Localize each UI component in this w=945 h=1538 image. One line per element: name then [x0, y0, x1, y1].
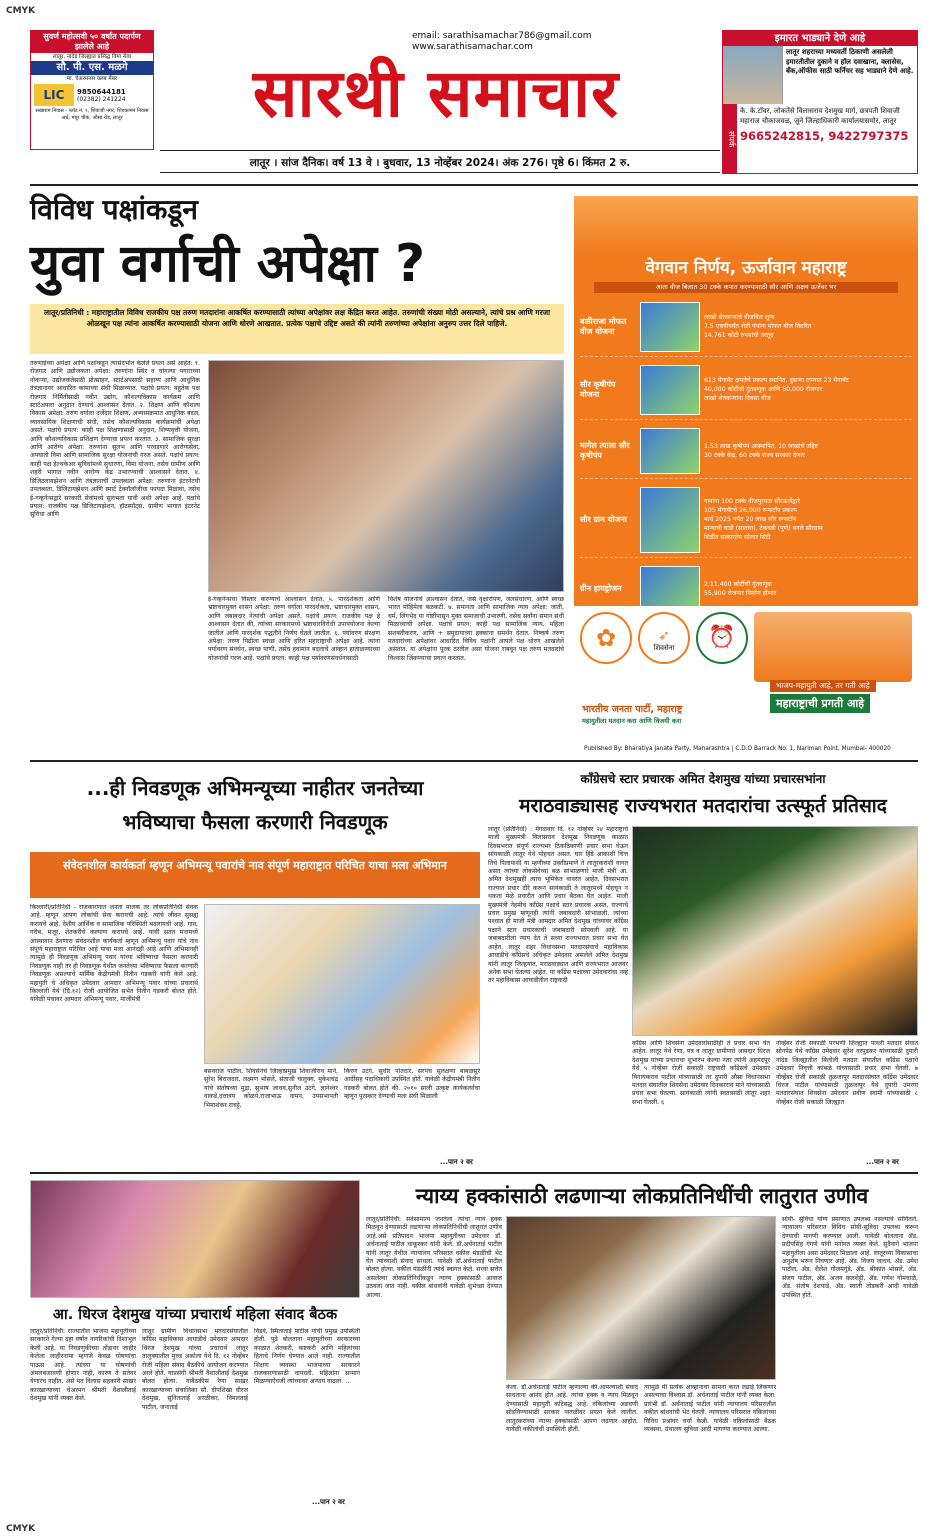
bjp-scheme-point: मान्याची वाडी (सातारा), टेकवडी (पुणे) बनले सौरग्राम [704, 525, 823, 532]
story2-photo-rally [204, 904, 480, 1064]
bjp-ad-title: वेगवान निर्णय, ऊर्जावान महाराष्ट्र [645, 258, 847, 278]
bjp-slogan-2: महाराष्ट्राची प्रगती आहे [770, 694, 870, 713]
lic-ad-headline: सुवर्ण महोत्सवी ५० वर्षात पदार्पण झालेले आहे [31, 31, 153, 53]
bjp-slogan-1: भाजप-महायुती आहे, तर गती आहे [770, 680, 876, 692]
bjp-scheme-row [580, 297, 912, 357]
lic-ad-office: (02382) 241224 [77, 95, 126, 103]
property-ad-headline: इमारत भाड्याने देणे आहे [723, 31, 917, 46]
bjp-scheme-point: 40,000 कोटींची गुंतवणूक आणि 50,000 रोजगार [704, 386, 823, 393]
property-ad-side-label: संपर्क [723, 104, 737, 174]
story3-headline: मराठवाड्यासह राज्यभरात मतदारांचा उत्स्फूर्त प्रतिसाद [519, 795, 887, 817]
section-divider-2 [30, 1172, 918, 1174]
story3-column-3: नोव्हेंबर रोजी सकाळी परभणी जिल्ह्यात पाथरी मतदार संघात सोनपेठ येथे कॉंग्रेस उमेदवार सुरेश वरपुडकर यांच्यासाठी दुपारी नांदेड जिल्ह्यातील बिलोली मतदार संघातील कॉंग्रेस पक्षाचे उमेदवार निवृत्ती कांबळे यांच्यासाठी प्रचार सभा घेतली. ७ नोव्हेंबर रोजी सकाळी तुळजापूर मतदारसंघात कॉंग्रेस उमेदवार धिरज पाटील यांच्यासाठी तुळजापूर येथे दुपारी उमरगा मतदारसंघात शिवसेना उमेदवार प्रवीण स्वामी यांच्यासाठी ८ नोव्हेंबर रोजी सकाळी जिल्ह्यात [776, 1040, 918, 1106]
property-advertisement [722, 30, 918, 174]
registration-mark-top: CMYK [6, 6, 36, 16]
story3-kicker: काँग्रेसचे स्टार प्रचारक अमित देशमुख यांच्या प्रचारसभांना [580, 772, 826, 786]
bjp-scheme-point: 105 मेगावॅटचे 26,000 रूफटॉप प्रकल्प [704, 507, 797, 514]
website: www.sarathisamachar.com [412, 42, 533, 52]
bjp-scheme-image [640, 428, 700, 474]
bjp-scheme-point: 14,761 कोटी रुपयांची तरतूद [704, 332, 774, 339]
story5-column-1: लातूर/प्रतिनिधी: सर्वसामान्य जनतेला त्यांचा न्याय हक्क मिळवून देण्यासाठी लढणाऱ्या लोकप्रतिनिधींची लातूरात उणीव आहे.असे प्रतिपादन भाजपा महायुतीच्या उमेदवार डॉ. अर्चनाताई पाटील चाकूरकर यांनी केले. डॉ.अर्चनाताई पाटील यांनी लातूर येथील न्यायालय परिसरात वकील मंडळींची भेट घेत त्यांच्याशी संवाद साधला. यावेळी डॉ.अर्चनाताई पाटील बोलत होत्या. वकील मंडळींनी त्यांचे स्वागत केले. सध्या सत्तेत असलेल्या लोकप्रतिनिधींकडून न्याय्य हक्कांसाठी आवाज उठवला जात नाही. वकील बांधवांनी यावेळी शुभेच्छा देण्यात आल्या. [366, 1216, 502, 1299]
bjp-scheme-point: मार्च 2025 पर्यंत 20 लाख सौर रूफटॉप [704, 516, 797, 523]
bjp-scheme-points [704, 580, 912, 598]
bjp-scheme-image [640, 302, 700, 352]
bjp-scheme-row [580, 423, 912, 479]
bjp-scheme-point: 30 टक्के केंद्र, 60 टक्के राज्य सरकार देणार [704, 451, 805, 459]
masthead-divider [30, 184, 918, 186]
lic-ad-phone: 9850644181 [77, 87, 126, 96]
story2-column-2: बसवराज पाटील, शिवसेनेचे जिल्हाप्रमुख शिवाजीराव माने, सुरेश बिराजदार, लक्ष्मण भोसले, संताजी चालुक्य, मुकेशचंद्र यांचे संतोषच्या मुद्रा, सुभाष जाधव,सुनील उटगे, ज्ञानेश्वर वाकडे,दत्तात्रय कोळपे,राजाभाऊ वामन, उपसभापती भिमाशंकर राचट्टे, [204, 1068, 338, 1109]
story4-photo-women [30, 1180, 360, 1298]
story5-column-4: सोयी- सुविधा योग्य प्रमाणात उपलब्ध नसल्याचे सांगितले. न्यायालय परिसरात विविध सोयी-सुविधा उपलब्ध करून देण्याची मागणी करण्यात आली. यावेळी बोलताना ॲड. प्रदीपसिंह गंगणे यांनी मनोगत व्यक्त केले. सुदैवाने भाजपा महायुतीला असा उमेदवार मिळाला आहे. लातूरच्या विकासाचा अनुशेष भरून निघणार आहे. ॲड. विजय जाधव, ॲड. उमेश पाटील, ॲड. शैलेश गोजमगुंडे, ॲड. श्रीकांत भोसले, ॲड. संजय पाटील, ॲड. अजय कलशेट्टी, ॲड. गणेश गोमचाळे, ॲड. संतोष देशपांडे, ॲड. स्वाती तोडकरी आदी यावेळी उपस्थित होते. [782, 1216, 918, 1299]
lead-column-1: तरुणाईच्या अपेक्षा आणि पक्षांकडून त्यासंदर्भात केलेले प्रयत्न असे आहेत: १. रोजगार आणि उद्योजकता अपेक्षा: तरुणांना स्थिर व चांगल्या पगाराच्या नोकऱ्या, उद्योजकतेसाठी प्रोत्साहन, स्टार्टअपसाठी सहाय्य आणि आधुनिक तंत्रज्ञानावर आधारित कामाच्या संधी मिळाव्यात. पक्षांचे प्रयत्न: बहुतेक पक्ष रोजगार निर्मितीसाठी नवीन उद्योग, कौशल्यविकास कार्यक्रम आणि स्टार्टअपला अनुदान देण्याचे आश्वासन देतात. २. शिक्षण आणि कौशल्य विकास अपेक्षा: तरुण वर्गाला दर्जेदार शिक्षण, अभ्यासक्रमात आधुनिक बदल, व्यावसायिक शिक्षणाची संधी, तसेच कौशल्यविकास कार्यक्रमांची अपेक्षा असते. पक्षांचे प्रयत्न: काही पक्ष शिक्षणासाठी अनुदान, शिष्यवृत्ती योजना, आणि कौशल्यविकास प्रशिक्षण देण्याचा प्रयत्न करतात. ३. सामाजिक सुरक्षा आणि आरोग्य अपेक्षा: तरुणांना सुलभ आणि परवडणारे आरोग्यसेवा, अपघाती विमा आणि सामाजिक सुरक्षा योजनांची गरज असते. पक्षांचे प्रयत्न: काही पक्ष हेल्थकेअर सुविधांमध्ये सुधारणा, विमा योजना, तसेच ग्रामीण आणि शहरी भागात नवीन आरोग्य केंद्र उभारण्याची आश्वासने देतात. ४. डिजिटलायझेशन आणि तंत्रज्ञानाची उपलब्धता अपेक्षा: तरुणांना इंटरनेटची उपलब्धता, डिजिटायझेशन आणि स्मार्ट टेक्नॉलॉजीचा फायदा मिळावा, तसेच ई-गव्हर्नन्सद्वारे सरकारी सेवांमध्ये सुलभता यावी अशी अपेक्षा आहे. पक्षांचे प्रयत्न: राजकीय पक्ष डिजिटायझेशन, हॉटस्पॉट्स, ग्रामीण भागात इंटरनेट सुविधा आणि [30, 360, 200, 519]
property-ad-address: के. के.टॉवर, लोकतेंसे विलासराव देशमुख मार्ग, छत्रपती शिवाजी महाराज चौकाजवळ, जुने जिल्हाधिकारी कार्यालयासमोर, लातूर [740, 107, 900, 125]
lead-kicker: विविध पक्षांकडून [30, 193, 198, 226]
bjp-scheme-image [640, 487, 700, 553]
bjp-scheme-image [640, 566, 700, 612]
bjp-scheme-label: सौर ग्राम योजना [580, 514, 627, 524]
building-photo [723, 46, 783, 104]
bjp-party-name: भारतीय जनता पार्टी, महाराष्ट्र [582, 704, 683, 715]
lead-photo-students [208, 360, 564, 592]
bjp-scheme-point: 613 मेगावॅट क्षमतेचे प्रकल्प स्थापित, दुसऱ्या टप्प्यात 23 मेगावॅट [704, 377, 849, 384]
lic-ad-role: मा. चेअरमनस क्लब मेंबर [66, 76, 118, 82]
bjp-scheme-image [640, 365, 700, 415]
bjp-scheme-point: लाखो शेतकऱ्यांना दिवसा वीज [704, 395, 771, 402]
bjp-scheme-label: सौर कृषीपंप योजना [580, 379, 616, 399]
dateline: लातूर । सांज दैनिक। वर्ष 13 वे । बुधवार, 13 नोव्हेंबर 2024। अंक 276। पृष्ठे 6। किंमत 2 रु. [249, 157, 631, 169]
masthead-title: सारथी समाचार [252, 55, 620, 132]
bjp-scheme-point: 55,900 रोजगार निर्माण होणार [704, 589, 777, 597]
lead-intro: लातूर/प्रतिनिधी : महाराष्ट्रातील विविध राजकीय पक्ष तरुण मतदारांना आकर्षित करण्यासाठी त्यांच्या अपेक्षांवर लक्ष केंद्रित करत आहेत. तरुणांची संख्या मोठी असल्याने, त्यांचे प्रश्न आणि गरजा ओळखून पक्ष त्यांना आकर्षित करण्यासाठी योजना आणि धोरणे आखतात. प्रत्येक पक्षाचे उद्दिष्ट असते की त्यांनी तरुणांच्या अपेक्षांना अनुरुप उत्तर दिले पाहिजे. [30, 304, 564, 354]
bjp-scheme-points [704, 442, 912, 460]
bjp-scheme-point: गावांना 100 टक्के वीजपुरवठा सौरऊर्जेद्वारे [704, 498, 800, 505]
story3-column-1: लातूर (प्रतिनिधी) : मंगळवार दि. १२ नोव्हेंबर २४ महाराष्ट्राचे माजी मुख्यमंत्री विलासराव देशमुख निवडणूक काळात दिवसभरात संपूर्ण राज्यभर ठिकठिकाणी प्रचार सभा घेऊन सांयकाळी लातूर येथे पोहचत असत. घार हिंडे आकाशी चित्त तिचे पिलापाशी या म्हणीच्या उक्तीप्रमाणे ते लातूरकरांशी वागत असत त्यांच्या लोकसेवेच्या बळ सांभाळणारे माजी मंत्री आ. अमित देशमुखही त्याच भूमिकेत वावरत आहेत. दिवसभरात राज्यात प्रचार दौरे करून सायंकाळी ते लातूरमध्ये पोहचून न थकता मेळे प्रचारीत आणि प्रचार बैठका घेत आहेत. माजी मुख्यमंत्री नेहमीच कॉंग्रेस पक्षाचे स्टार प्रचारक असत, राज्याचे प्रचार प्रमुख म्हणूनही त्यांनी जबाबदारी सांभाळली. त्यांच्या पश्चात ही माजी मंत्री आमदार अमित देशमुख यांच्यावर कॉंग्रेस पक्षाने स्टार प्रचारकाची जबाबदारी सोपवली आहे. या जबाबदारीला न्याय देत ते सध्या राज्यभरात प्रचार सभा घेत आहेत. लातूर शहर विधानसभा मतदारसंघाचे महाविकास आघाडीचे कॉंग्रेसचे अधिकृत उमेदवार असलेले अमित देशमुख यांनी लातूर जिल्हयात, मराठवाड्यात आणि राज्यभरात आजवर अनेक सभा घेतल्या आहेत. या कॉंग्रेस पक्षाच्या उमेदवारांचा नव्हे तर महाविकास आघाडीतील राष्ट्रवादी [488, 826, 628, 985]
bjp-scheme-point: 2,11,400 कोटींची गुंतवणूक [704, 580, 772, 588]
story2-headline-1: ...ही निवडणूक अभिमन्यूच्या नाहीतर जनतेच्या [86, 776, 424, 800]
story4-continued: ...पान २ वर [312, 1498, 345, 1506]
bjp-vote-line: महायुतीला मतदान करा आणि विजयी करा [582, 717, 682, 725]
contact-email: email: sarathisamachar786@gmail.com [412, 31, 592, 41]
leaders-photo [754, 612, 912, 682]
lotus-symbol: ✿ [580, 612, 632, 664]
story2-deck: संवेदनशील कार्यकर्ता म्हणून अभिमन्यू पवारांचे नाव संपूर्ण महाराष्ट्रात परिचित याचा मला अभिमान [30, 852, 480, 898]
lead-column-2: ई-गव्हर्नन्सचा विस्तार करण्याचे आश्वासन देतात. ५. पारदर्शकता आणि भ्रष्टाचारमुक्त शासन अपेक्षा: तरुण वर्गाला पारदर्शकता, भ्रष्टाचारमुक्त शासन, आणि जबाबदार नेत्यांची अपेक्षा असते. पक्षांचे प्रयत्न: राजकीय पक्ष हे आश्वासन देतात की, त्यांच्या सरकारमध्ये भ्रष्टाचारविरोधी उपाययोजना केल्या जातील आणि पारदर्शक पद्धतीने निर्णय घेतले जातील. ६. पर्यावरण संरक्षण अपेक्षा: तरुण पिढीला स्वच्छ आणि हरित महाराष्ट्राची अपेक्षा आहे. त्यांना पर्यावरण संवर्धन, स्वच्छ पाणी, तसेच हवामान बदलाचे आव्हान हाताळण्याच्या योजनांची गरज आहे. पक्षांचे प्रयत्न: काही पक्ष पर्यावरणसंवर्धनासाठी [208, 596, 380, 662]
property-ad-phone: 9665242815, 9422797375 [740, 129, 909, 143]
story5-headline: न्याय्य हक्कांसाठी लढणाऱ्या लोकप्रतिनिधींची लातुरात उणीव [415, 1184, 869, 1208]
story4-column-3: विडवे, स्मिताताई पाटील यांची प्रमुख उपस्थिती होती. पुढे बोलताना महायुतीच्या सरकारच्या काळात शेतकरी, कष्टकरी आणि महिलांच्या हिताचे निर्णय घेण्यात आले नाही. राज्यातील शिक्षण व्यवस्था भाजपाच्या सरकारने राजकारणासाठी वापरली. महिलांना सन्मान मिळण्याऐवजी त्यांच्यावर अन्याय वाढला. ... [254, 1328, 360, 1386]
dateline-rule-top [160, 150, 720, 151]
lic-advertisement [30, 30, 154, 150]
story3-continued: ...पान २ वर [866, 1158, 899, 1166]
story3-photo-roadshow [632, 826, 918, 1036]
bow-arrow-icon: ➶ [658, 628, 670, 644]
bjp-ad-bottom [574, 606, 918, 742]
story3-column-2: कॉंग्रेस आणि शिवसेना उमेदवारांसाठीही ते प्रचार सभा घेत आहेत. लातूर येथे रेणा, पत्र व लातूर ग्रामीणचे आमदार धिरज देशमुख यांच्या प्रचाराचा शुभारंभ केल्या नंतर त्यांनी अहमदपूर येथे ५ नोव्हेंबर रोजी सकाळी राष्ट्रवादी कॉंग्रेसचे उमेदवार विनायकराव पाटील यांच्यासाठी तर दुपारी औसा विधानसभा मतदार संघातील शिवसेना उमेदवार दिनकरराव माने यांच्यासाठी प्रचार सभा घेतल्या. सायंकाळी त्यांनी स्वतासाठी लातूर शहर सभा घेतली. ६ [632, 1040, 770, 1106]
bjp-scheme-points [704, 497, 912, 542]
property-ad-body: लातूर शहराच्या मध्यवर्ती ठिकाणी असलेली इमारतीतील दुकाने व हॉल दवाखाना, क्लासेस, बँक,ऑफीस साठी फर्निचर सह भाड्याने देणे आहे. [786, 48, 914, 75]
lic-ad-agent: सौ. पी. एस. मळगे [31, 61, 153, 75]
bjp-scheme-rows [574, 295, 918, 622]
story5-column-2: केला. डॉ.अर्चनाताई पाटील म्हणाल्या की,आपल्याशी संवाद साधताना आनंद होत आहे. त्यांचा हक्क व न्याय मिळवून देण्यासाठी महायुती कटिबद्ध आहे. वकिलांच्या अडचणी सोडविण्यासाठी सरकार पातळीवर प्रयत्न केले जातील. लातूरकरांच्या न्याय्य हक्कांसाठी आपण लढणार आहोत. यावेळी वकीलांची उपस्थिती होती. [506, 1384, 638, 1434]
story2-continued: ...पान २ वर [440, 1158, 473, 1166]
clock-symbol: ⏰ [696, 612, 748, 664]
bjp-scheme-point: 7.5 एचपीपर्यंत शेती पंपांना मोफत वीज वितरित [704, 323, 812, 330]
story5-column-3: त्यामुळे मी प्रत्येक आव्हानाचा सामना करत लढाई जिंकणार असल्याचा विश्वास डॉ. अर्चनाताई पाटील यांनी व्यक्त केला. प्रारंभी डॉ. अर्चनाताई पाटील यांनी न्यायालय परिसरातील वकील बांधवांची भेट घेतली. न्यायालय परिसरात वकिलांच्या विविध प्रश्नांवर चर्चा केली. यावेळी वकिलांसाठी बैठक व्यवस्था, ग्रंथालय सुविधा आदी मागण्या करण्यात आल्या. [644, 1384, 776, 1434]
lead-headline: युवा वर्गाची अपेक्षा ? [30, 234, 426, 294]
story5-photo-lawyers [506, 1216, 776, 1380]
bjp-published-by: Published By: Bharatiya Janata Party, Maharashtra | C.D.O Barrack No. 1, Nariman Point, Mumbai- 400020 [584, 746, 891, 752]
bjp-scheme-point: शिर्डीत साकारतेय सोलार सिटी [704, 534, 771, 541]
section-divider-1 [30, 760, 918, 762]
bjp-advertisement [574, 196, 918, 742]
lic-ad-address: सखाराम निवास - प्लॉट नं. ९, शिवाजी नगर, शिवकामन निवास अर्ध, मयूर चौक, औसा रोड, लातूर [35, 108, 149, 121]
bjp-scheme-row [580, 360, 912, 420]
story4-column-1: लातूर/प्रतिनिधी: राज्यातील भाजपा महायुतीच्या सरकारने गेल्या दहा वर्षात नागरिकांची दिशाभूल केली आहे. या निवडणुकीच्या तोंडावर जाहीर केलेला जाहीरनामा म्हणजे केवळ घोषणांचा पाऊस आहे. त्यांच्या या घोषणांची अंमलबजावणी होणार नाही, कारण ते सतेवर येणारच नाहीत, असे मत विलास सहकारी साखर कारखान्याच्या चेअरमन श्रीमती वैशालीताई देशमुख यांनी व्यक्त केले. [30, 1328, 136, 1403]
story2-column-3: किरण उटगे, सुधीर पोतदार, सरपंच सुलक्षणा बाबळसुरे आदींसह पदाधिकारी उपस्थित होते. यावेळी केंद्रीयमंत्री नितीन गडकरी बोलत होते की. २०१० साली उत्कृष्ट कार्यकर्त्याचा म्हणून पुरस्कार देण्याची मला संधी मिळाली [344, 1068, 480, 1101]
lic-ad-sub: लातूर, नांदेड जिल्ह्यात प्रसिद्ध विमा सेवा [52, 54, 132, 60]
story2-column-1: किल्लारी/प्रतिनिधी - राजकारणात जनता मालक तर लोकप्रतिनिधी सेवक आहे. म्हणून आपण लोकांची सेवा करायची आहे. त्यांचे जीवन सुसह्य करायचे आहे. देशीय आर्थिक व सामाजिक परिस्थिती बदलायची आहे. गाव, गरीब, मजूर, शेतकरीचे कल्याण करायचे आहे. याची सतत मनामध्ये आस्थावान ठेवणारा संवेदनशील कार्यकर्ता म्हणून अभिमन्यू पवार यांचे नाव संपूर्ण महाराष्ट्रात परिचित आहे याचा मला आनंदही आहे आणि अभिमानही त्यामुळे ही निवडणूक अभिमन्यू पवार यांच्या भविष्याचा फैसला करणारी निवडणूक नाही तर ही निवडणूक येथील जनतेच्या भविष्याचा फैसला करणारी निवडणूक असल्याचे मार्मिक केंद्रीयमंत्री नितीन गडकरी यांनी केले आहे. महायुती चे अधिकृत उमेदवार आमदार अभिमन्यू पवार यांच्या प्रचारार्थ किल्लारी येथे (दि.१२) रोजी आयोजित सभेत नितीन गडकरी बोलत होते. यावेळी मंचावर आमदार अभिमन्यू पवार, माजीमंत्री [30, 904, 198, 1004]
shivsena-label: शिवसेना [653, 644, 675, 652]
bjp-scheme-label: ग्रीन हायड्रोजन [580, 583, 622, 593]
bjp-scheme-label: मागेल त्याला सौर कृषीपंप [580, 440, 630, 460]
lic-logo: LIC [34, 84, 74, 106]
bjp-scheme-points [704, 376, 912, 403]
registration-mark-bottom: CMYK [6, 1524, 36, 1534]
bjp-scheme-point: लाखो शेतकऱ्यांचे वीजबिल शून्य [704, 314, 775, 321]
bjp-scheme-row [580, 482, 912, 558]
story4-headline: आ. धिरज देशमुख यांच्या प्रचारार्थ महिला संवाद बैठक [52, 1307, 338, 1323]
story4-column-2: लातूर ग्रामीण विधानसभा मतदारसंघातील काँग्रेस महाविकास आघाडीचे उमेदवार आमदार धिरज देशमुख यांच्या प्रचारार्थ लातूर तालुक्यातील मुरुड अकोला येथे दि. १२ नोव्हेंबर रोजी महिला संवाद बैठकीचे आयोजन करण्यात आले होते. याप्रसंगी श्रीमती वैशालीताई देशमुख बोलत होत्या. याबैठकीस रेणा साखर कारखान्याच्या संचालिका सौ. दीपशिखा धीरज देशमुख, सुनिताताई अरळीकर, विमलताई पाटील, जनाताई [142, 1328, 248, 1411]
dateline-rule-bottom [160, 172, 720, 173]
bjp-scheme-points [704, 313, 912, 340]
leaders-photo-strip [574, 196, 918, 256]
bjp-ad-tagline: आता वीज बिलात 30 टक्के कपात करण्यासाठी सौर आणि अक्षय ऊर्जेवर भर [594, 282, 898, 293]
story2-headline-2: भविष्याचा फैसला करणारी निवडणूक [122, 810, 388, 834]
bjp-scheme-point: 1.53 लाख कृषीपंप आस्थापित, 10 लाखांचे उद्दिष्ट [704, 442, 819, 450]
bjp-scheme-label: बळीराजा मोफत वीज योजना [580, 316, 627, 336]
lead-column-3: विशेष योजनांचे आश्वासन देतात, जसे वृक्षारोपण, जलसंधारण, आणि स्वच्छ भारत मोहिमेला बळकटी. ७. समानता आणि सामाजिक न्याय अपेक्षा: जाती, धर्म, लिंगभेद या गोष्टींपासून मुक्त समाजाची उभारणी, तसेच सर्वांना समान संधी मिळाव्याची अपेक्षा. पक्षांचे प्रयत्न: काही पक्ष सामाजिक न्याय, महिला सशक्तीकरण, आणि + समुदायाच्या हक्कांना समर्थन देतात. निष्कर्ष तरुण मतदारांच्या अपेक्षांवर आधारित विविध पक्षांनी आपले पक्ष धोरण आखलेले असतात. या अपेक्षांना पूरक ठरतील असा योजना राबवून पक्ष तरुण मतदारांचे विश्वास जिंकण्याचा प्रयत्न करतात. [388, 596, 564, 662]
